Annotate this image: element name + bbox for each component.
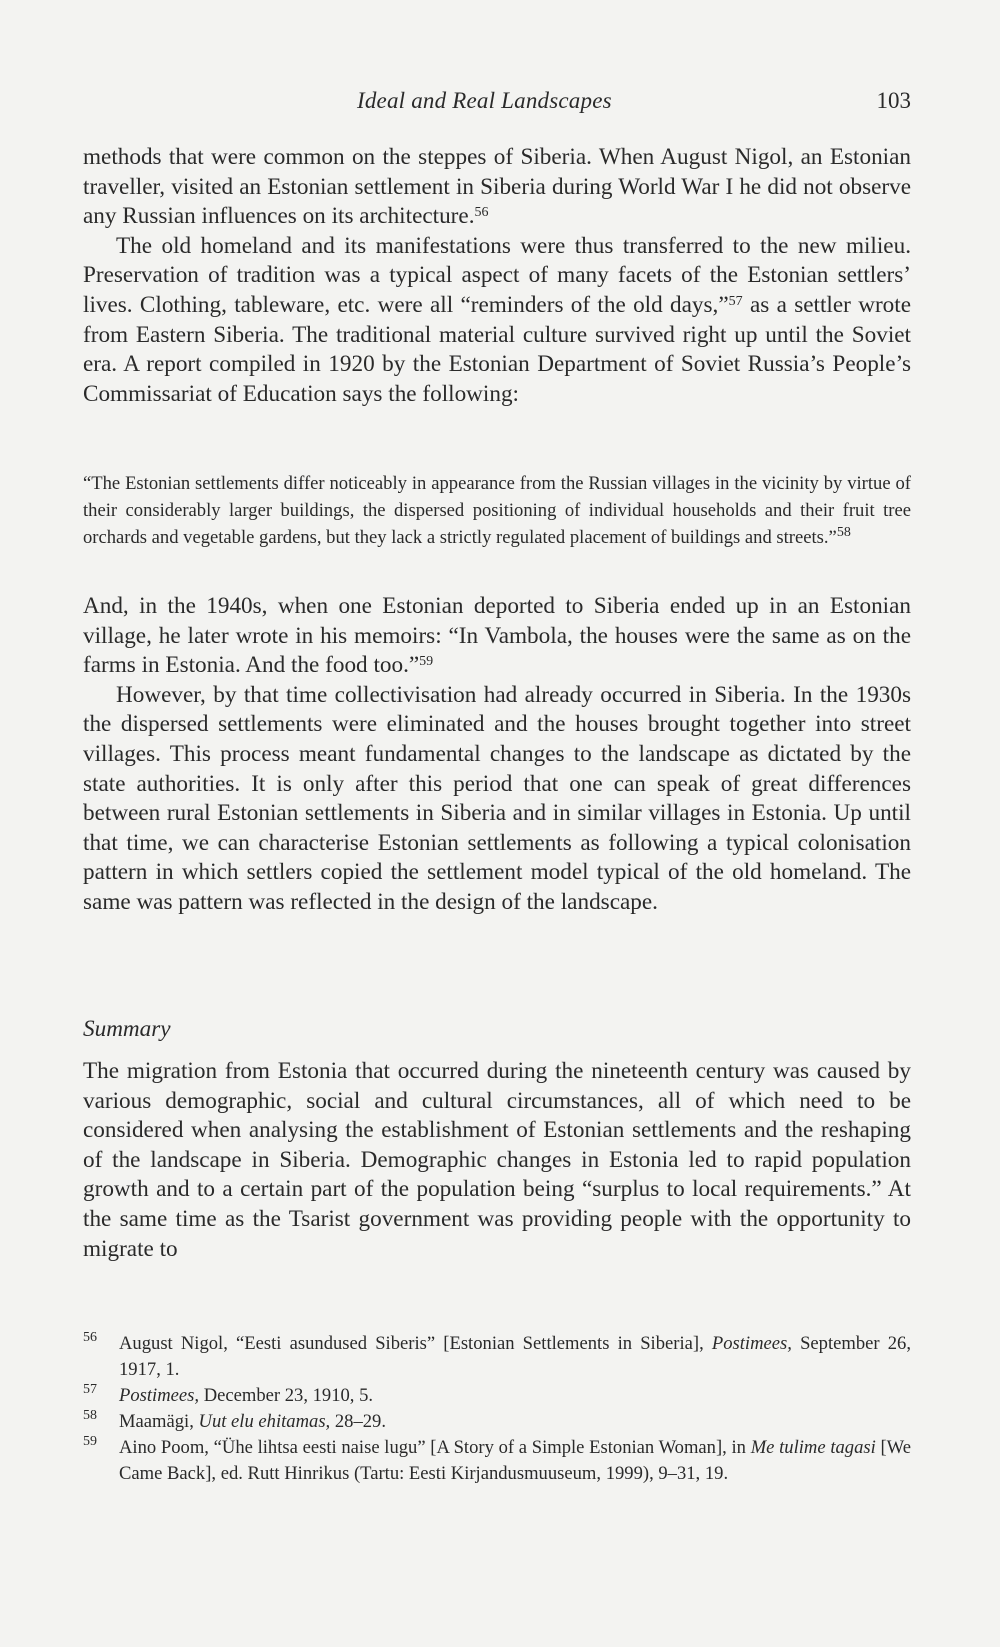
footnote-number: 58 <box>83 1408 97 1423</box>
footnote-text-part: August Nigol, “Eesti asundused Siberis” [Estonian Settlements in Siberia], <box>119 1333 712 1354</box>
summary-text-block <box>83 1057 911 1264</box>
footnote <box>83 1331 911 1383</box>
footnote-text <box>119 1411 386 1432</box>
footnote-text-part: Aino Poom, “Ühe lihtsa eesti naise lugu” [A Story of a Simple Estonian Woman], in <box>119 1437 751 1458</box>
running-head <box>0 88 1000 128</box>
paragraph-1 <box>83 143 911 232</box>
footnote-number: 59 <box>83 1434 97 1449</box>
footnote-title: Me tulime tagasi <box>750 1437 876 1458</box>
footnote-text <box>119 1437 911 1484</box>
paragraph-text: methods that were common on the steppes of Siberia. When August Nigol, an Estonian traveller, visited an Estonian settlement in Siberia during World War I he did not observe any Russian influences on its architecture. <box>83 144 911 230</box>
paragraph-text: However, by that time collectivisation had already occurred in Siberia. In the 1930s the dispersed settlements were eliminated and the houses brought together into street villages. This process meant fundamental changes to the landscape as dictated by the state authorities. It is only after this period that one can speak of great differences between rural Estonian settlements in Siberia and in similar villages in Estonia. Up until that time, we can characterise Estonian settlements as following a typical colonisation pattern in which settlers copied the settlement model typical of the old homeland. The same was pattern was reflected in the design of the landscape. <box>83 681 911 915</box>
paragraph-text: as a settler wrote from Eastern Siberia. The traditional material culture survived right up until the Soviet era. A report compiled in 1920 by the Estonian Department of Soviet Russia’s People’s Commissariat of Education says the following: <box>83 291 911 407</box>
footnote-number: 56 <box>83 1330 97 1345</box>
footnote-ref: 56 <box>474 205 489 221</box>
footnote <box>83 1409 911 1435</box>
page-number: 103 <box>876 88 911 113</box>
footnote-ref: 57 <box>728 293 743 309</box>
paragraph-text: The old homeland and its manifestations were thus transferred to the new milieu. Preservation of tradition was a typical aspect of many facets of the Estonian settlers’ lives. Clothing, tableware, etc. were all “reminders of the old days,” <box>83 232 911 318</box>
footnote-text-part: 28–29. <box>330 1411 386 1432</box>
footnote-text-part: September 26, 1917, 1. <box>119 1333 911 1380</box>
footnote-text-part: Maamägi, <box>119 1411 199 1432</box>
running-title: Ideal and Real Landscapes <box>357 88 612 113</box>
section-heading: Summary <box>83 1016 171 1042</box>
footnote-title: Uut elu ehitamas, <box>198 1411 331 1432</box>
footnote-ref: 58 <box>836 525 851 541</box>
footnote-title: Postimees, <box>711 1333 792 1354</box>
footnote-number: 57 <box>83 1382 97 1397</box>
block-quote <box>83 470 911 552</box>
footnote-text-part: December 23, 1910, 5. <box>199 1385 374 1406</box>
paragraph-2 <box>83 232 911 410</box>
paragraph-text: And, in the 1940s, when one Estonian deported to Siberia ended up in an Estonian village, he later wrote in his memoirs: “In Vambola, the houses were the same as on the farms in Estonia. And the food too.” <box>83 593 911 679</box>
footnote-ref: 59 <box>419 654 434 670</box>
footnote <box>83 1435 911 1487</box>
footnote-text <box>119 1385 373 1406</box>
paragraph-3 <box>83 592 911 681</box>
footnote <box>83 1383 911 1409</box>
footnote-text-part: [We Came Back], ed. Rutt Hinrikus (Tartu: Eesti Kirjandusmuuseum, 1999), 9–31, 19. <box>119 1437 911 1484</box>
footnotes <box>83 1331 911 1487</box>
main-text-block-2 <box>83 592 911 918</box>
footnote-text <box>119 1333 911 1380</box>
quote-text: “The Estonian settlements differ noticeably in appearance from the Russian villages in the vicinity by virtue of their considerably larger buildings, the dispersed positioning of individual households and their fruit tree orchards and vegetable gardens, but they lack a strictly regulated placement of buildings and streets.” <box>83 473 911 549</box>
paragraph-4 <box>83 681 911 918</box>
footnote-title: Postimees, <box>119 1385 200 1406</box>
main-text-block <box>83 143 911 409</box>
summary-paragraph: The migration from Estonia that occurred during the nineteenth century was caused by various demographic, social and cultural circumstances, all of which need to be considered when analysing the establishment of Estonian settlements and the reshaping of the landscape in Siberia. Demographic changes in Estonia led to rapid population growth and to a certain part of the population being “surplus to local requirements.” At the same time as the Tsarist government was providing people with the opportunity to migrate to <box>83 1058 911 1262</box>
